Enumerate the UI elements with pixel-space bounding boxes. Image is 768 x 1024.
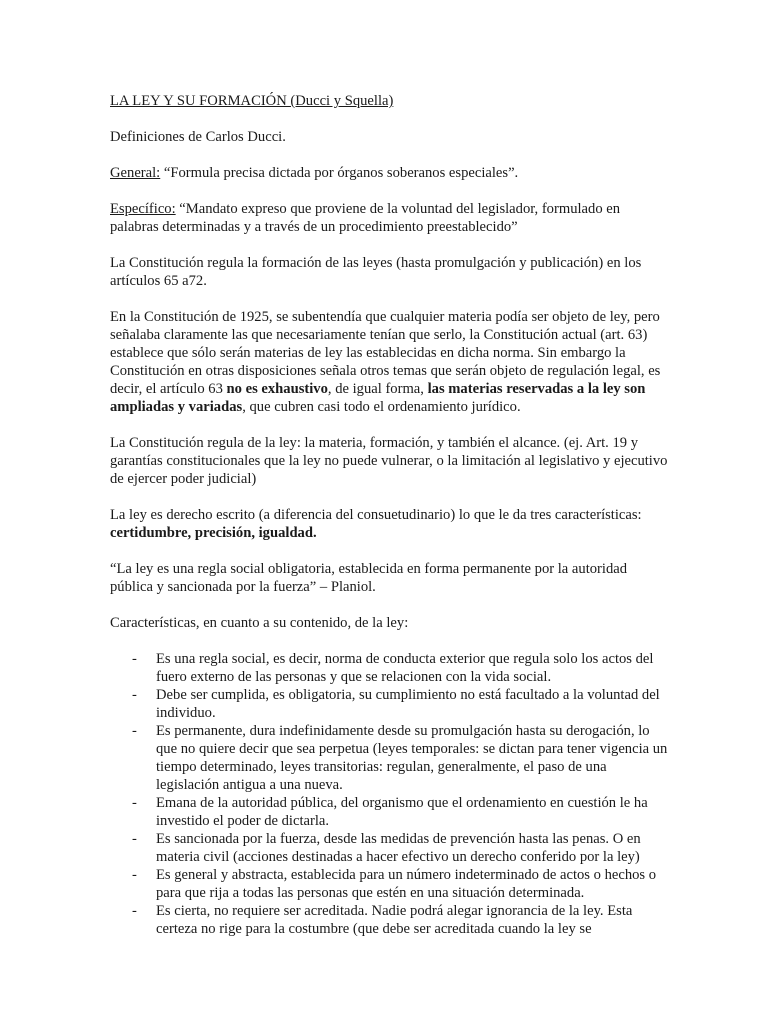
dash-bullet: - <box>132 687 137 703</box>
document-body <box>110 92 670 938</box>
list-item <box>110 794 670 830</box>
bold-caracteristicas: certidumbre, precisión, igualdad. <box>110 525 317 541</box>
list-item-text: Es permanente, dura indefinidamente desde su promulgación hasta su derogación, lo que no quiere decir que sea perpetua (leyes temporales: se dictan para tener vigencia un tiempo determinado, leyes transitorias: regulan, generalmente, el paso de una legislación antigua a una nueva. <box>156 723 668 793</box>
dash-bullet: - <box>132 651 137 667</box>
dash-bullet: - <box>132 867 137 883</box>
definition-general <box>110 164 670 182</box>
paragraph-constitucion-formacion: La Constitución regula la formación de las leyes (hasta promulgación y publicación) en los artículos 65 a72. <box>110 255 642 289</box>
paragraph-constitucion-1925 <box>110 308 670 416</box>
characteristics-list <box>110 650 670 938</box>
list-item-text: Es sancionada por la fuerza, desde las medidas de prevención hasta las penas. O en materia civil (acciones destinadas a hacer efectivo un derecho conferido por la ley) <box>156 831 641 865</box>
list-item <box>110 866 670 902</box>
definition-general-text: “Formula precisa dictada por órganos soberanos especiales”. <box>160 165 519 181</box>
bold-materias-reservadas: las materias reservadas a la ley son ampliadas y variadas <box>110 381 646 415</box>
list-item-text: Emana de la autoridad pública, del organismo que el ordenamiento en cuestión le ha investido el poder de dictarla. <box>156 795 648 829</box>
definitions-heading: Definiciones de Carlos Ducci. <box>110 129 286 145</box>
list-item-text: Debe ser cumplida, es obligatoria, su cumplimiento no está facultado a la voluntad del individuo. <box>156 687 660 721</box>
list-item-text: Es general y abstracta, establecida para un número indeterminado de actos o hechos o para que rija a todas las personas que estén en una situación determinada. <box>156 867 657 901</box>
characteristics-heading: Características, en cuanto a su contenido, de la ley: <box>110 615 409 631</box>
list-item <box>110 650 670 686</box>
list-item <box>110 902 670 938</box>
bold-no-exhaustivo: no es exhaustivo <box>226 381 328 397</box>
paragraph-text: En la Constitución de 1925, se subentendía que cualquier materia podía ser objeto de ley, pero señalaba claramente las que necesariamente tenían que serlo, la Constitución actual (art. 63) establece que sólo serán materias de ley las establecidas en dicha norma. Sin embargo la Constitución en otras disposiciones señala otros temas que serán objeto de regulación legal, es decir, el artículo 63 <box>110 309 661 397</box>
paragraph-constitucion-regula: La Constitución regula de la ley: la materia, formación, y también el alcance. (ej. Art. 19 y garantías constitucionales que la ley no puede vulnerar, o la limitación al legislativo y ejecutivo de ejercer poder judicial) <box>110 435 668 487</box>
list-item <box>110 722 670 794</box>
document-title-text: LA LEY Y SU FORMACIÓN (Ducci y Squella) <box>110 93 394 109</box>
paragraph-text: , de igual forma, <box>327 381 428 397</box>
document-title <box>110 92 670 110</box>
paragraph-text: La ley es derecho escrito (a diferencia del consuetudinario) lo que le da tres características: <box>110 507 642 523</box>
paragraph-text: , que cubren casi todo el ordenamiento jurídico. <box>242 399 521 415</box>
paragraph-derecho-escrito <box>110 506 670 542</box>
list-item <box>110 686 670 722</box>
dash-bullet: - <box>132 903 137 919</box>
quote-planiol: “La ley es una regla social obligatoria, establecida en forma permanente por la autoridad pública y sancionada por la fuerza” – Planiol. <box>110 561 628 595</box>
dash-bullet: - <box>132 723 137 739</box>
list-item-text: Es una regla social, es decir, norma de conducta exterior que regula solo los actos del fuero externo de las personas y que se relacionen con la vida social. <box>156 651 654 685</box>
definition-especifico-text: “Mandato expreso que proviene de la voluntad del legislador, formulado en palabras determinadas y a través de un procedimiento preestablecido” <box>110 201 621 235</box>
list-item-text: Es cierta, no requiere ser acreditada. Nadie podrá alegar ignorancia de la ley. Esta certeza no rige para la costumbre (que debe ser acreditada cuando la ley se <box>156 903 633 937</box>
dash-bullet: - <box>132 795 137 811</box>
definition-especifico <box>110 200 670 236</box>
dash-bullet: - <box>132 831 137 847</box>
definition-especifico-label: Específico: <box>110 201 176 217</box>
list-item <box>110 830 670 866</box>
definition-general-label: General: <box>110 165 161 181</box>
